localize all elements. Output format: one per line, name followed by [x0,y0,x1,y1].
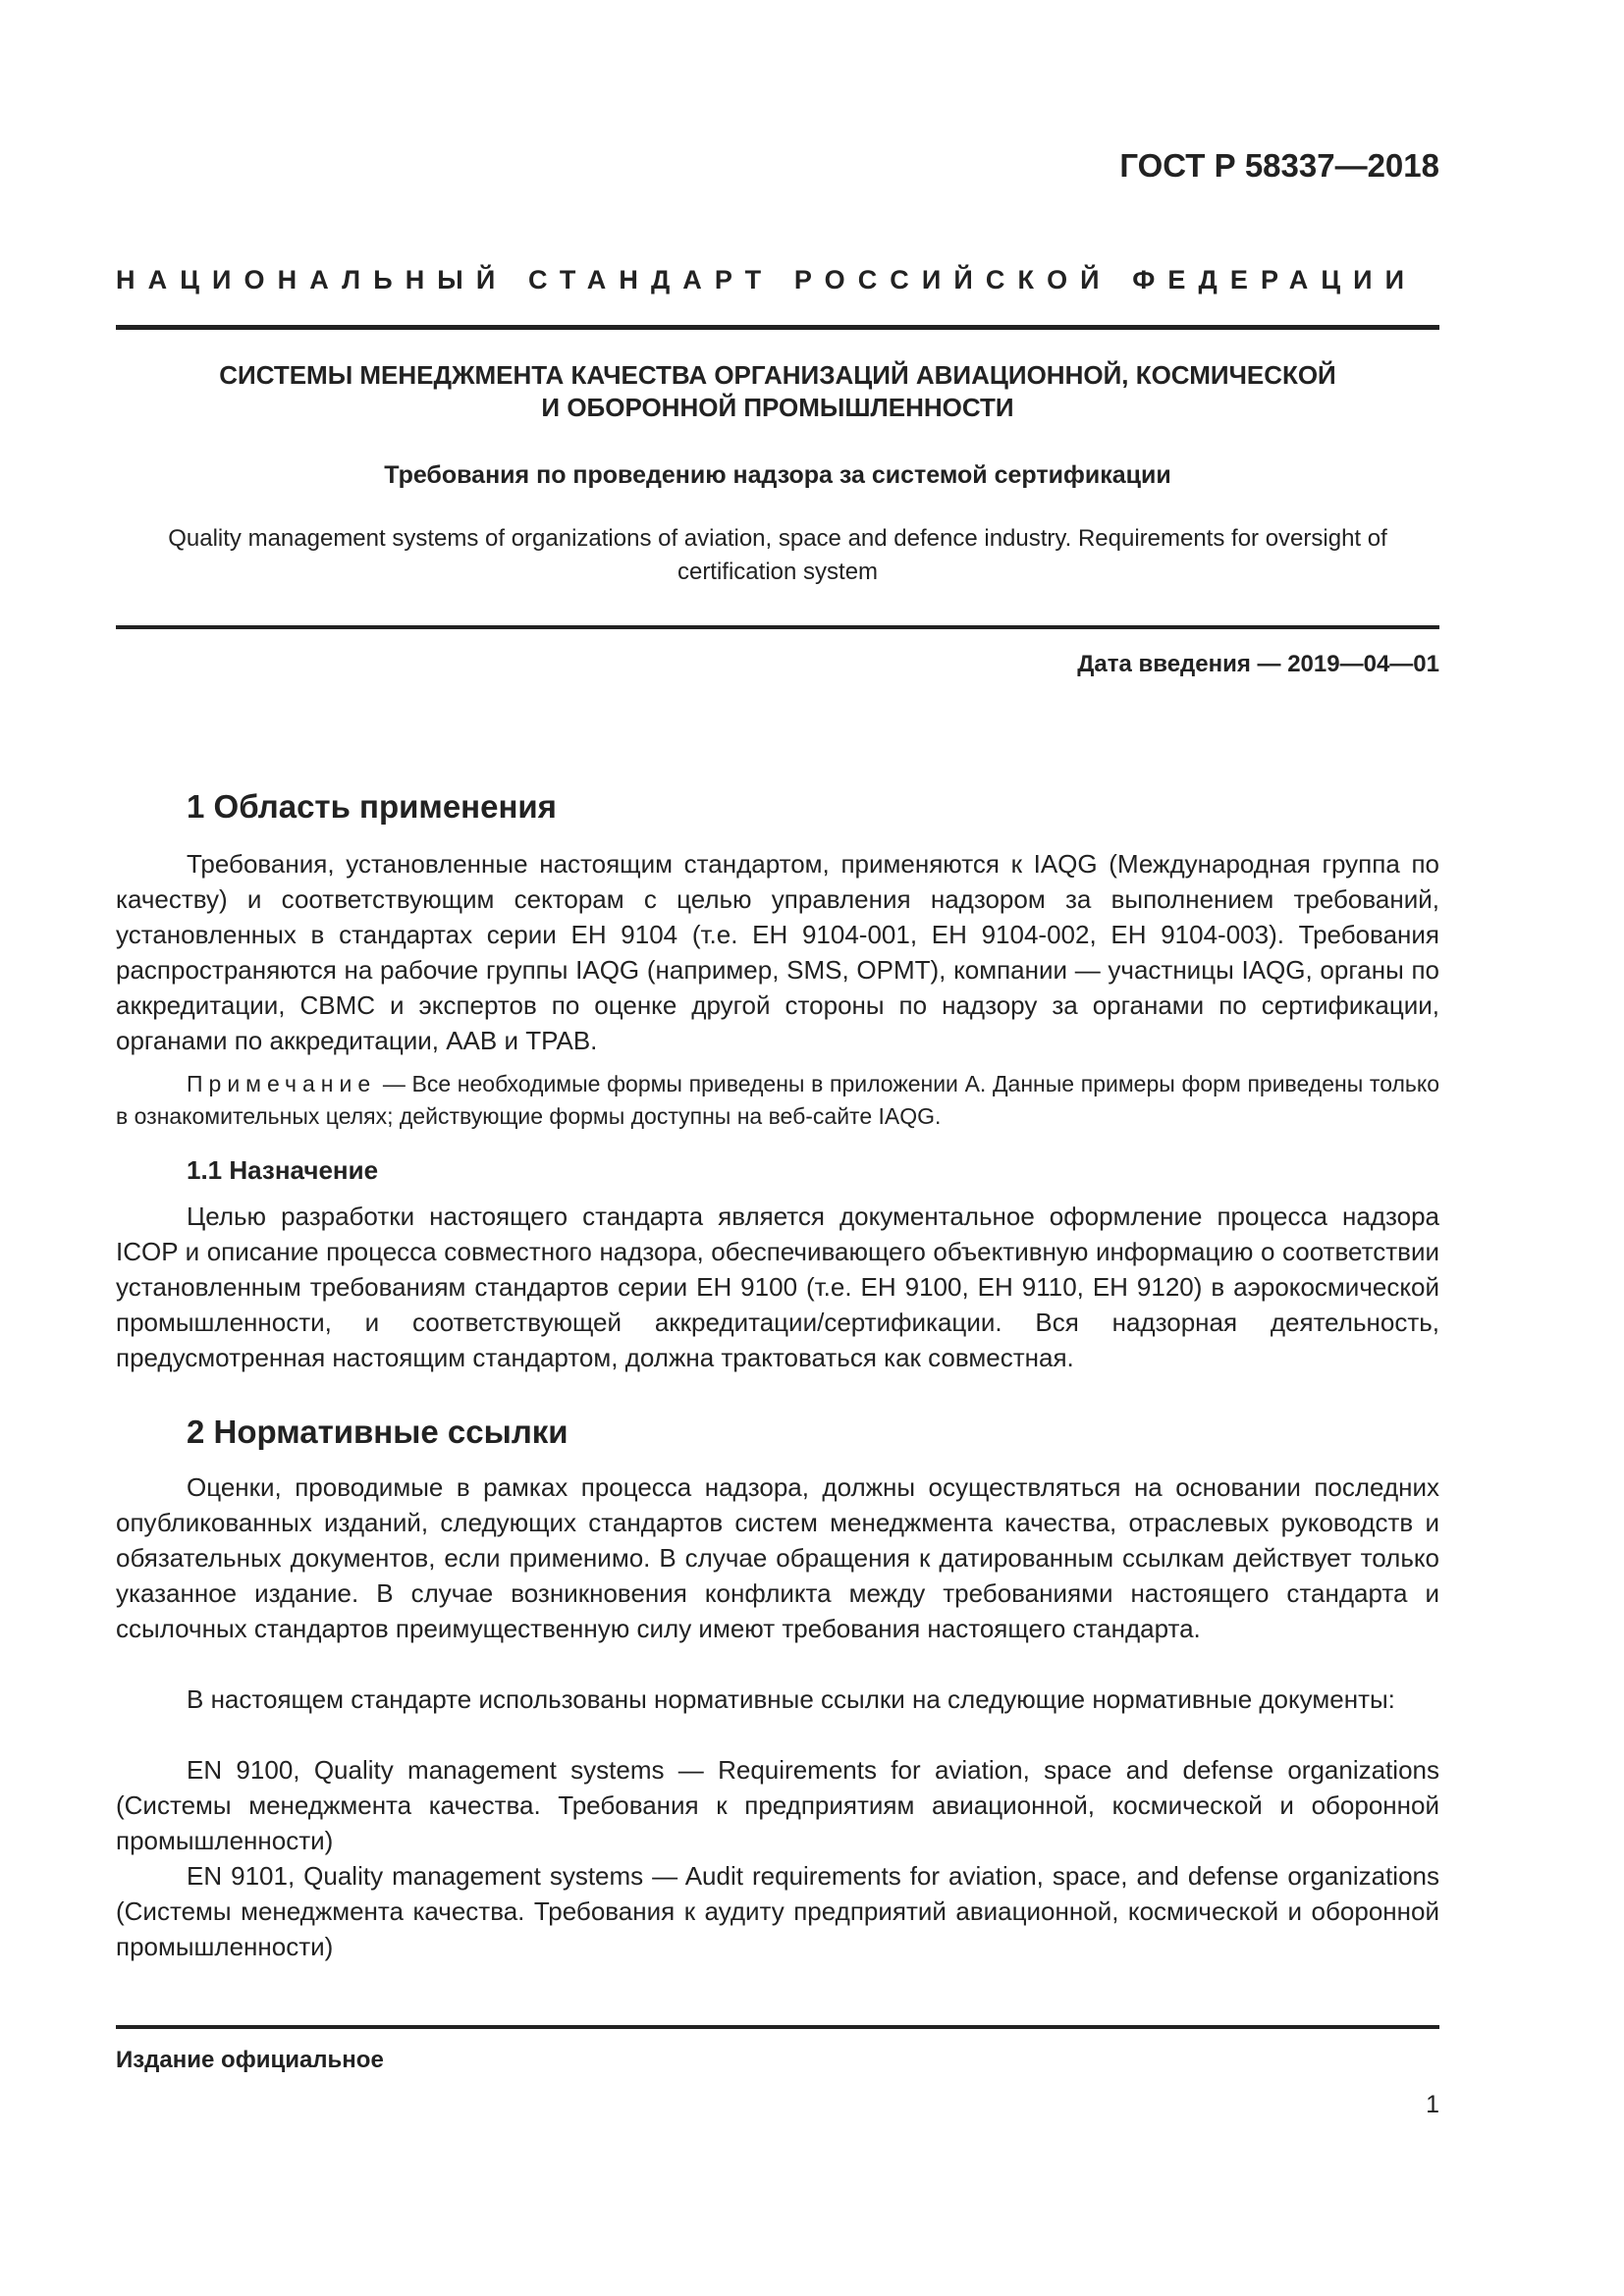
english-title: Quality management systems of organizations of aviation, space and defence industry. Requirements for oversight of certification system [168,525,1387,585]
section-1-heading: 1 Область применения [187,788,557,825]
footer-divider [116,2025,1439,2029]
document-title-line-2: И ОБОРОННОЙ ПРОМЫШЛЕННОСТИ [541,393,1014,422]
section-2-heading: 2 Нормативные ссылки [187,1414,568,1450]
section-2-paragraph-2: В настоящем стандарте использованы нормативные ссылки на следующие нормативные документы: [187,1684,1395,1714]
national-standard-title: НАЦИОНАЛЬНЫЙ СТАНДАРТ РОССИЙСКОЙ ФЕДЕРАЦИИ [116,265,1418,294]
official-edition-label: Издание официальное [116,2047,384,2073]
document-subtitle: Требования по проведению надзора за системой сертификации [384,461,1171,489]
reference-en-9101: EN 9101, Quality management systems — Audit requirements for aviation, space, and defense organizations (Системы менеджмента качества. Требования к аудиту предприятий авиационной, космической и оборонной промышленности) [116,1861,1439,1961]
top-divider [116,325,1439,330]
title-divider [116,625,1439,629]
document-number: ГОСТ Р 58337—2018 [1119,147,1439,184]
subsection-1-1-heading: 1.1 Назначение [187,1155,379,1185]
section-2-paragraph-1: Оценки, проводимые в рамках процесса надзора, должны осуществляться на основании последних опубликованных изданий, следующих стандартов систем менеджмента качества, отраслевых руководств и обязательных документов, если применимо. В случае обращения к датированным ссылкам действует только указанное издание. В случае возникновения конфликта между требованиями настоящего стандарта и ссылочных стандартов преимущественную силу имеют требования настоящего стандарта. [116,1472,1439,1643]
effective-date: Дата введения — 2019—04—01 [1077,651,1439,677]
section-1-paragraph: Требования, установленные настоящим стандартом, применяются к IAQG (Международная группа по качеству) и соответствующим секторам с целью управления надзором за выполнением требований, установленных в стандартах серии ЕН 9104 (т.е. ЕН 9104-001, ЕН 9104-002, ЕН 9104-003). Требования распространяются на рабочие группы IAQG (например, SMS, OPMT), компании — участницы IAQG, органы по аккредитации, СВМС и экспертов по оценке другой стороны по надзору за органами по сертификации, органами по аккредитации, ААВ и TPAB. [116,849,1439,1055]
reference-en-9100: EN 9100, Quality management systems — Requirements for aviation, space and defense organizations (Системы менеджмента качества. Требования к предприятиям авиационной, космической и оборонной промышленности) [116,1755,1439,1855]
page-number: 1 [1426,2091,1439,2118]
subsection-1-1-paragraph: Целью разработки настоящего стандарта является документальное оформление процесса надзора ICOP и описание процесса совместного надзора, обеспечивающего объективную информацию о соответствии установленным требованиям стандартов серии ЕН 9100 (т.е. ЕН 9100, ЕН 9110, ЕН 9120) в аэрокосмической промышленности, и соответствующей аккредитации/сертификации. Вся надзорная деятельность, предусмотренная настоящим стандартом, должна трактоваться как совместная. [116,1201,1439,1372]
document-title [116,359,1439,424]
note-label: Примечание [187,1071,377,1096]
note-text: — Все необходимые формы приведены в приложении А. Данные примеры форм приведены только в ознакомительных целях; действующие формы доступны на веб-сайте IAQG. [116,1071,1439,1129]
document-title-line-1: СИСТЕМЫ МЕНЕДЖМЕНТА КАЧЕСТВА ОРГАНИЗАЦИЙ АВИАЦИОННОЙ, КОСМИЧЕСКОЙ [219,360,1336,390]
section-1-note [116,1068,1439,1133]
